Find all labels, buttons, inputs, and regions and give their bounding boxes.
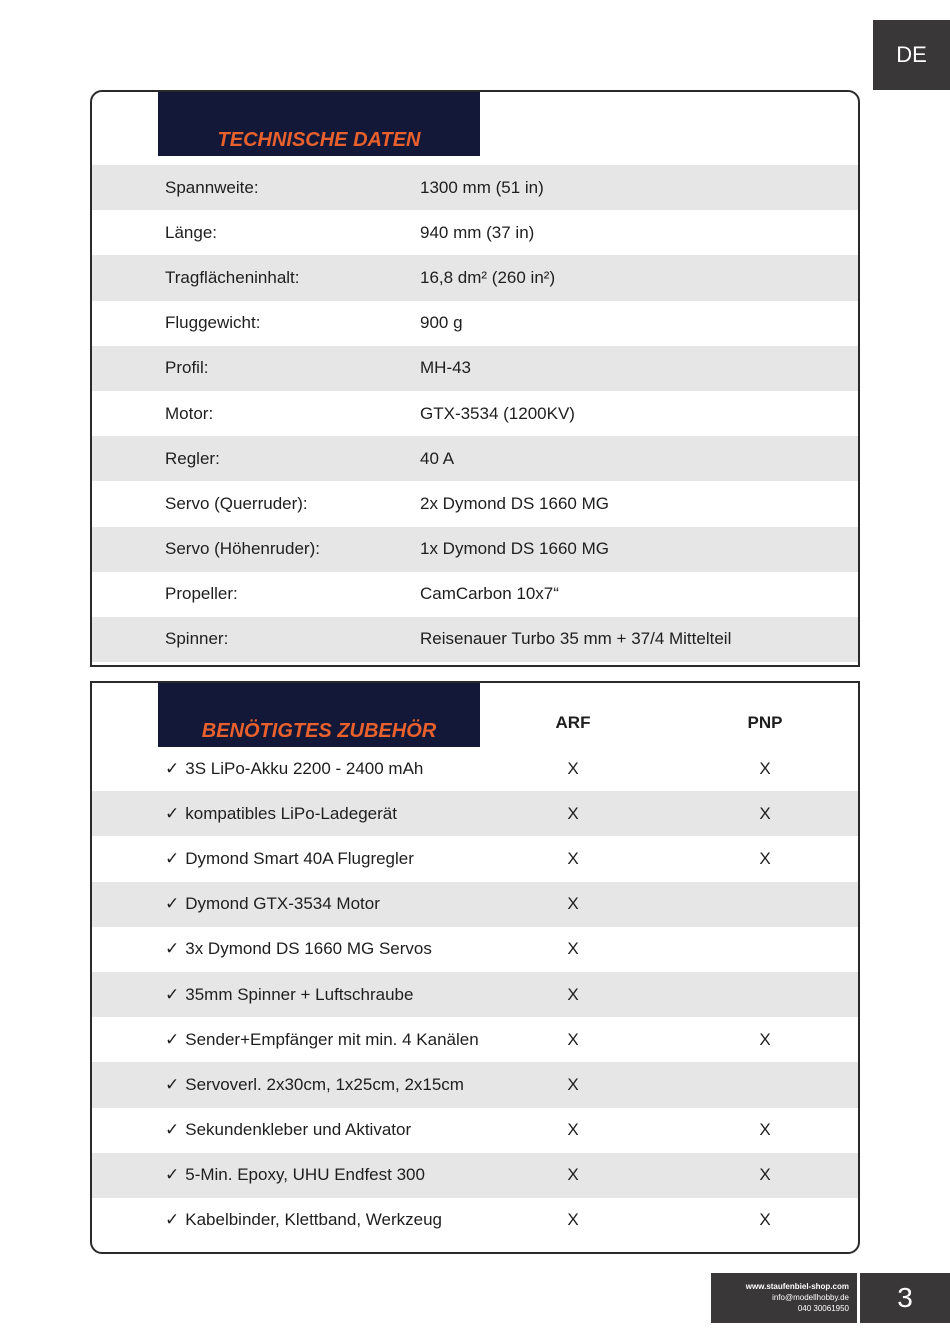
spec-label: Spinner:	[165, 629, 229, 649]
spec-label: Profil:	[165, 358, 209, 378]
accessory-item	[165, 894, 380, 914]
accessory-label: Kabelbinder, Klettband, Werkzeug	[185, 1210, 442, 1230]
accessory-row	[92, 791, 858, 836]
spec-value: 2x Dymond DS 1660 MG	[420, 493, 609, 513]
accessory-item	[165, 1210, 442, 1230]
accessory-item	[165, 1030, 479, 1050]
arf-mark: X	[567, 1210, 579, 1230]
spec-value: 1x Dymond DS 1660 MG	[420, 539, 609, 559]
checkmark-icon: ✓	[165, 758, 180, 778]
accessory-item	[165, 759, 423, 779]
technical-data-table	[92, 165, 858, 662]
spec-row	[92, 617, 858, 662]
footer-website: www.staufenbiel-shop.com	[745, 1282, 849, 1291]
spec-value: 900 g	[420, 313, 463, 333]
spec-row	[92, 481, 858, 526]
required-accessories-table	[92, 746, 858, 1243]
pnp-mark: X	[759, 848, 771, 868]
spec-label: Motor:	[165, 403, 214, 423]
checkmark-icon: ✓	[165, 1120, 180, 1140]
spec-label: Spannweite:	[165, 177, 259, 197]
accessory-row	[92, 1108, 858, 1153]
accessory-row	[92, 972, 858, 1017]
technical-data-section	[90, 90, 860, 667]
page-number: 3	[860, 1273, 950, 1323]
arf-mark: X	[567, 848, 579, 868]
checkmark-icon: ✓	[165, 1029, 180, 1049]
language-tab: DE	[873, 20, 950, 90]
spec-row	[92, 572, 858, 617]
pnp-mark: X	[759, 758, 771, 778]
spec-label: Länge:	[165, 222, 217, 242]
arf-mark: X	[567, 939, 579, 959]
spec-value: 1300 mm (51 in)	[420, 177, 544, 197]
checkmark-icon: ✓	[165, 803, 180, 823]
pnp-mark: X	[759, 1120, 771, 1140]
pnp-mark: X	[759, 803, 771, 823]
footer-contact	[711, 1273, 857, 1323]
accessory-label: 3S LiPo-Akku 2200 - 2400 mAh	[185, 758, 424, 778]
spec-label: Servo (Querruder):	[165, 493, 308, 513]
accessory-row	[92, 882, 858, 927]
checkmark-icon: ✓	[165, 848, 180, 868]
accessory-label: Sekundenkleber und Aktivator	[185, 1120, 412, 1140]
spec-value: MH-43	[420, 358, 472, 378]
accessory-row	[92, 746, 858, 791]
arf-mark: X	[567, 1120, 579, 1140]
spec-row	[92, 165, 858, 210]
accessory-row	[92, 927, 858, 972]
column-header-pnp: PNP	[747, 713, 783, 732]
required-accessories-heading: BENÖTIGTES ZUBEHÖR	[158, 683, 480, 747]
technical-data-heading: TECHNISCHE DATEN	[158, 92, 480, 156]
arf-mark: X	[567, 758, 579, 778]
accessory-label: 5-Min. Epoxy, UHU Endfest 300	[185, 1165, 425, 1185]
accessory-label: 3x Dymond DS 1660 MG Servos	[185, 939, 432, 959]
arf-mark: X	[567, 984, 579, 1004]
spec-row	[92, 210, 858, 255]
checkmark-icon: ✓	[165, 894, 180, 914]
checkmark-icon: ✓	[165, 1165, 180, 1185]
spec-label: Propeller:	[165, 584, 238, 604]
accessory-label: kompatibles LiPo-Ladegerät	[185, 803, 397, 823]
accessory-row	[92, 1153, 858, 1198]
accessory-label: Dymond GTX-3534 Motor	[185, 894, 380, 914]
spec-value: CamCarbon 10x7“	[420, 584, 559, 604]
column-header-arf: ARF	[555, 713, 591, 732]
spec-label: Regler:	[165, 448, 220, 468]
checkmark-icon: ✓	[165, 939, 180, 959]
spec-row	[92, 391, 858, 436]
accessory-item	[165, 1165, 425, 1185]
checkmark-icon: ✓	[165, 1074, 180, 1094]
spec-label: Tragflächeninhalt:	[165, 267, 300, 287]
pnp-mark: X	[759, 1210, 771, 1230]
spec-row	[92, 527, 858, 572]
spec-value: Reisenauer Turbo 35 mm + 37/4 Mittelteil	[420, 629, 732, 649]
spec-row	[92, 436, 858, 481]
footer-email: info@modellhobby.de	[772, 1293, 849, 1302]
accessory-label: Sender+Empfänger mit min. 4 Kanälen	[185, 1029, 479, 1049]
spec-value: 940 mm (37 in)	[420, 222, 535, 242]
accessory-row	[92, 1198, 858, 1243]
spec-row	[92, 346, 858, 391]
accessory-item	[165, 849, 414, 869]
accessory-row	[92, 1017, 858, 1062]
required-accessories-section	[90, 681, 860, 1254]
accessory-row	[92, 836, 858, 881]
spec-label: Fluggewicht:	[165, 313, 261, 333]
spec-value: GTX-3534 (1200KV)	[420, 403, 575, 423]
accessory-item	[165, 939, 432, 959]
accessory-item	[165, 1075, 464, 1095]
arf-mark: X	[567, 1165, 579, 1185]
spec-value: 40 A	[420, 448, 455, 468]
accessory-label: Dymond Smart 40A Flugregler	[185, 848, 414, 868]
spec-value: 16,8 dm² (260 in²)	[420, 267, 556, 287]
accessory-label: Servoverl. 2x30cm, 1x25cm, 2x15cm	[185, 1074, 464, 1094]
accessory-item	[165, 985, 413, 1005]
accessory-row	[92, 1062, 858, 1107]
footer-phone: 040 30061950	[797, 1304, 849, 1313]
checkmark-icon: ✓	[165, 984, 180, 1004]
checkmark-icon: ✓	[165, 1210, 180, 1230]
accessory-item	[165, 804, 397, 824]
accessory-label: 35mm Spinner + Luftschraube	[185, 984, 414, 1004]
arf-mark: X	[567, 1074, 579, 1094]
spec-row	[92, 301, 858, 346]
pnp-mark: X	[759, 1029, 771, 1049]
arf-mark: X	[567, 803, 579, 823]
arf-mark: X	[567, 1029, 579, 1049]
spec-row	[92, 255, 858, 300]
pnp-mark: X	[759, 1165, 771, 1185]
accessory-item	[165, 1120, 411, 1140]
arf-mark: X	[567, 894, 579, 914]
spec-label: Servo (Höhenruder):	[165, 539, 320, 559]
